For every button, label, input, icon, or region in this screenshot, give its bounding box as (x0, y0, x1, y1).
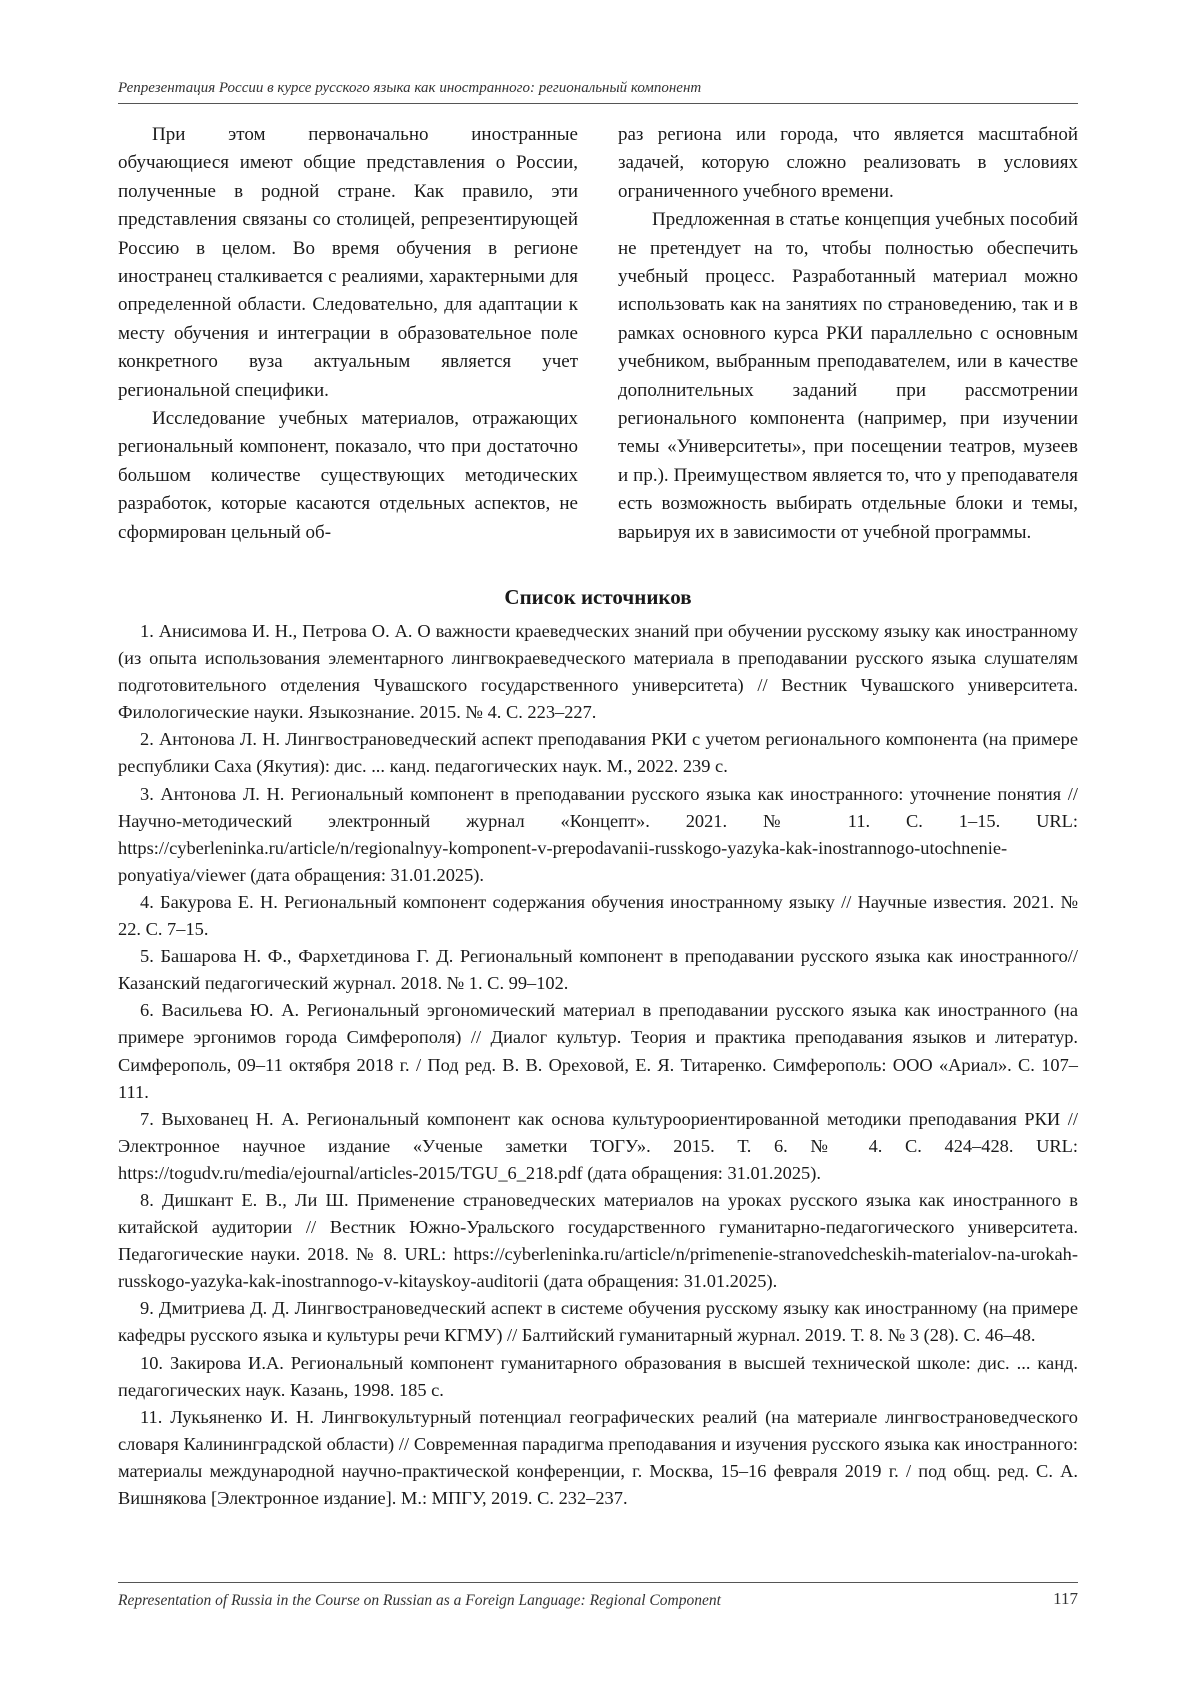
running-header: Репрезентация России в курсе русского языка как иностранного: региональный компонент (118, 80, 702, 96)
reference-item: 5. Башарова Н. Ф., Фархетдинова Г. Д. Региональный компонент в преподавании русского языка как иностранного// Казанский педагогический журнал. 2018. № 1. С. 99–102. (118, 946, 1078, 994)
reference-item: 1. Анисимова И. Н., Петрова О. А. О важности краеведческих знаний при обучении русскому языку как иностранному (из опыта использования элементарного лингвокраеведческого материала в преподавании русского языка слушателям подготовительного отделения Чувашского государственного университета) // Вестник Чувашского университета. Филологические науки. Языкознание. 2015. № 4. С. 223–227. (118, 621, 1078, 723)
running-footer: Representation of Russia in the Course on Russian as a Foreign Language: Regional Component (118, 1592, 721, 1609)
reference-item: 9. Дмитриева Д. Д. Лингвострановедческий аспект в системе обучения русскому языку как иностранному (на примере кафедры русского языка и культуры речи КГМУ) // Балтийский гуманитарный журнал. 2019. Т. 8. № 3 (28). С. 46–48. (118, 1298, 1078, 1346)
body-right-column (618, 121, 1078, 547)
reference-item: 6. Васильева Ю. А. Региональный эргономический материал в преподавании русского языка как иностранного (на примере эргонимов города Симферополя) // Диалог культур. Теория и практика преподавания языков и литератур. Симферополь, 09–11 октября 2018 г. / Под ред. В. В. Ореховой, Е. Я. Титаренко. Симферополь: ООО «Ариал». С. 107–111. (118, 1000, 1078, 1102)
reference-item: 3. Антонова Л. Н. Региональный компонент в преподавании русского языка как иностранного: уточнение понятия // Научно-методический электронный журнал «Концепт». 2021. № 11. С. 1–15. URL: https://cyberleninka.ru/article/n/regionalnyy-komponent-v-prepodavanii-russkogo-yazyka-kak-inostrannogo-utochnenie-ponyatiya/viewer (дата обращения: 31.01.2025). (118, 783, 1078, 885)
reference-item: 11. Лукьяненко И. Н. Лингвокультурный потенциал географических реалий (на материале лингвострановедческого словаря Калининградской области) // Современная парадигма преподавания и изучения русского языка как иностранного: материалы международной научно-практической конференции, г. Москва, 15–16 февраля 2019 г. / под общ. ред. С. А. Вишнякова [Электронное издание]. М.: МПГУ, 2019. С. 232–237. (118, 1406, 1078, 1508)
references-list (118, 618, 1078, 1512)
body-paragraph: При этом первоначально иностранные обучающиеся имеют общие представления о России, полученные в родной стране. Как правило, эти представления связаны со столицей, репрезентирующей Россию в целом. Во время обучения в регионе иностранец сталкивается с реалиями, характерными для определенной области. Следовательно, для адаптации к месту обучения и интеграции в образовательное поле конкретного вуза актуальным является учет региональной специфики. (118, 124, 578, 401)
body-left-column (118, 121, 578, 547)
reference-item: 7. Выхованец Н. А. Региональный компонент как основа культуроориентированной методики преподавания РКИ // Электронное научное издание «Ученые заметки ТОГУ». 2015. Т. 6. № 4. С. 424–428. URL: https://togudv.ru/media/ejournal/articles-2015/TGU_6_218.pdf (дата обращения: 31.01.2025). (118, 1108, 1078, 1183)
body-paragraph: Предложенная в статье концепция учебных пособий не претендует на то, чтобы полностью обеспечить учебный процесс. Разработанный материал можно использовать как на занятиях по страноведению, так и в рамках основного курса РКИ параллельно с основным учебником, выбранным преподавателем, или в качестве дополнительных заданий при рассмотрении регионального компонента (например, при изучении темы «Университеты», при посещении театров, музеев и пр.). Преимуществом является то, что у преподавателя есть возможность выбирать отдельные блоки и темы, варьируя их в зависимости от учебной программы. (618, 209, 1078, 543)
page-number: 117 (1053, 1589, 1078, 1608)
body-paragraph: раз региона или города, что является масштабной задачей, которую сложно реализовать в условиях ограниченного учебного времени. (618, 124, 1078, 202)
reference-item: 4. Бакурова Е. Н. Региональный компонент содержания обучения иностранному языку // Научные известия. 2021. № 22. С. 7–15. (118, 891, 1078, 940)
reference-item: 8. Дишкант Е. В., Ли Ш. Применение страноведческих материалов на уроках русского языка как иностранного в китайской аудитории // Вестник Южно-Уральского государственного гуманитарно-педагогического университета. Педагогические науки. 2018. № 8. URL: https://cyberleninka.ru/article/n/primenenie-stranovedcheskih-materialov-na-urokah-russkogo-yazyka-kak-inostrannogo-v-kitayskoy-auditorii (дата обращения: 31.01.2025). (118, 1189, 1078, 1292)
footer-divider (118, 1582, 1078, 1583)
reference-item: 10. Закирова И.А. Региональный компонент гуманитарного образования в высшей технической школе: дис. ... канд. педагогических наук. Казань, 1998. 185 с. (118, 1352, 1078, 1400)
references-title: Список источников (504, 585, 692, 609)
body-paragraph: Исследование учебных материалов, отражающих региональный компонент, показало, что при достаточно большом количестве существующих методических разработок, которые касаются отдельных аспектов, не сформирован цельный об- (118, 408, 578, 543)
reference-item: 2. Антонова Л. Н. Лингвострановедческий аспект преподавания РКИ с учетом регионального компонента (на примере республики Саха (Якутия): дис. ... канд. педагогических наук. М., 2022. 239 с. (118, 729, 1078, 777)
header-divider (118, 103, 1078, 104)
